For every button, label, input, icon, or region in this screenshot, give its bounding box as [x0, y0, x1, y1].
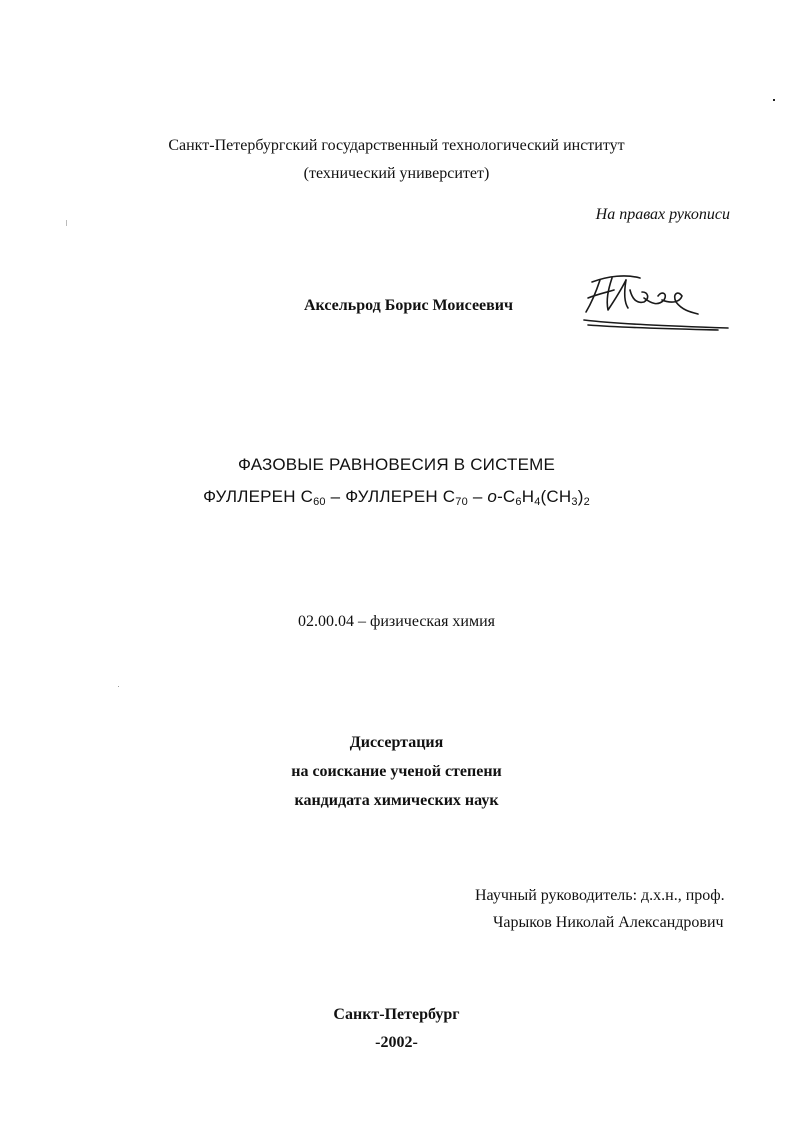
supervisor-title: Научный руководитель: д.х.н., проф.: [475, 887, 725, 904]
signature-icon: [578, 268, 738, 334]
specialty-code: 02.00.04 – физическая химия: [297, 613, 496, 630]
city: Санкт-Петербург: [333, 1006, 460, 1023]
rights-note: На правах рукописи: [595, 206, 730, 223]
supervisor-name: Чарыков Николай Александрович: [493, 914, 724, 931]
thesis-title-line2: ФУЛЛЕРЕН $С_{60}$ – ФУЛЛЕРЕН $С_{70} - o-C_6H_4(CH_3)_2$: [203, 487, 590, 508]
scan-speck: [773, 99, 775, 101]
scan-speck: [66, 220, 67, 226]
author-name: Аксельрод Борис Моисеевич: [304, 297, 514, 314]
institute-name: Санкт-Петербургский государственный технологический институт: [168, 137, 625, 154]
year: -2002-: [375, 1034, 418, 1051]
degree-line2: на соискание ученой степени: [291, 763, 502, 780]
degree-line1: Диссертация: [349, 734, 444, 751]
institute-subtitle: (технический университет): [303, 165, 490, 182]
thesis-title-line1: ФАЗОВЫЕ РАВНОВЕСИЯ В СИСТЕМЕ: [237, 455, 556, 474]
scan-speck: [118, 686, 119, 687]
degree-line3: кандидата химических наук: [294, 792, 499, 809]
